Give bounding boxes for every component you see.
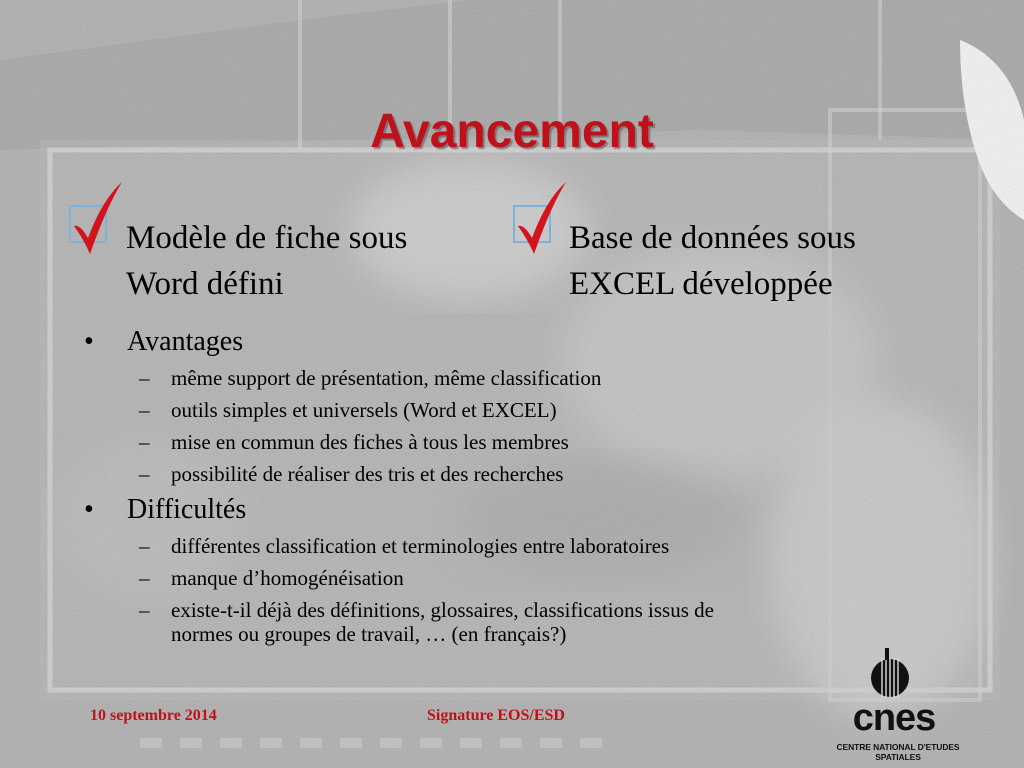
bullet: • bbox=[84, 326, 94, 357]
dash: – bbox=[139, 366, 150, 390]
dash: – bbox=[139, 534, 150, 558]
checked-item-word-line1: Modèle de fiche sous bbox=[126, 220, 408, 256]
footer-event: Signature EOS/ESD bbox=[427, 707, 565, 724]
section-label-difficultes: Difficultés bbox=[127, 494, 247, 525]
checked-item-excel-line1: Base de données sous bbox=[569, 220, 856, 256]
list-item: mise en commun des fiches à tous les membres bbox=[171, 430, 569, 454]
list-item: outils simples et universels (Word et EXCEL) bbox=[171, 398, 557, 422]
cnes-logo-caption: CENTRE NATIONAL D'ETUDES SPATIALES bbox=[836, 742, 960, 762]
checked-item-word-line2: Word défini bbox=[126, 266, 284, 302]
slide-title: Avancement bbox=[370, 105, 654, 158]
dash: – bbox=[139, 462, 150, 486]
cnes-logo-text: cnes bbox=[852, 697, 936, 739]
bullet: • bbox=[84, 494, 94, 525]
list-item: existe-t-il déjà des définitions, glossaires, classifications issus de bbox=[171, 598, 714, 622]
dash: – bbox=[139, 430, 150, 454]
footer-date: 10 septembre 2014 bbox=[90, 707, 217, 724]
list-item: possibilité de réaliser des tris et des recherches bbox=[171, 462, 564, 486]
list-item: différentes classification et terminologies entre laboratoires bbox=[171, 534, 670, 558]
dash: – bbox=[139, 598, 150, 622]
dash: – bbox=[139, 566, 150, 590]
list-item-continuation: normes ou groupes de travail, … (en français?) bbox=[171, 622, 567, 646]
list-item: même support de présentation, même classification bbox=[171, 366, 602, 390]
list-item: manque d’homogénéisation bbox=[171, 566, 404, 590]
section-label-avantages: Avantages bbox=[127, 326, 244, 357]
dash: – bbox=[139, 398, 150, 422]
checked-item-excel-line2: EXCEL développée bbox=[569, 266, 833, 302]
